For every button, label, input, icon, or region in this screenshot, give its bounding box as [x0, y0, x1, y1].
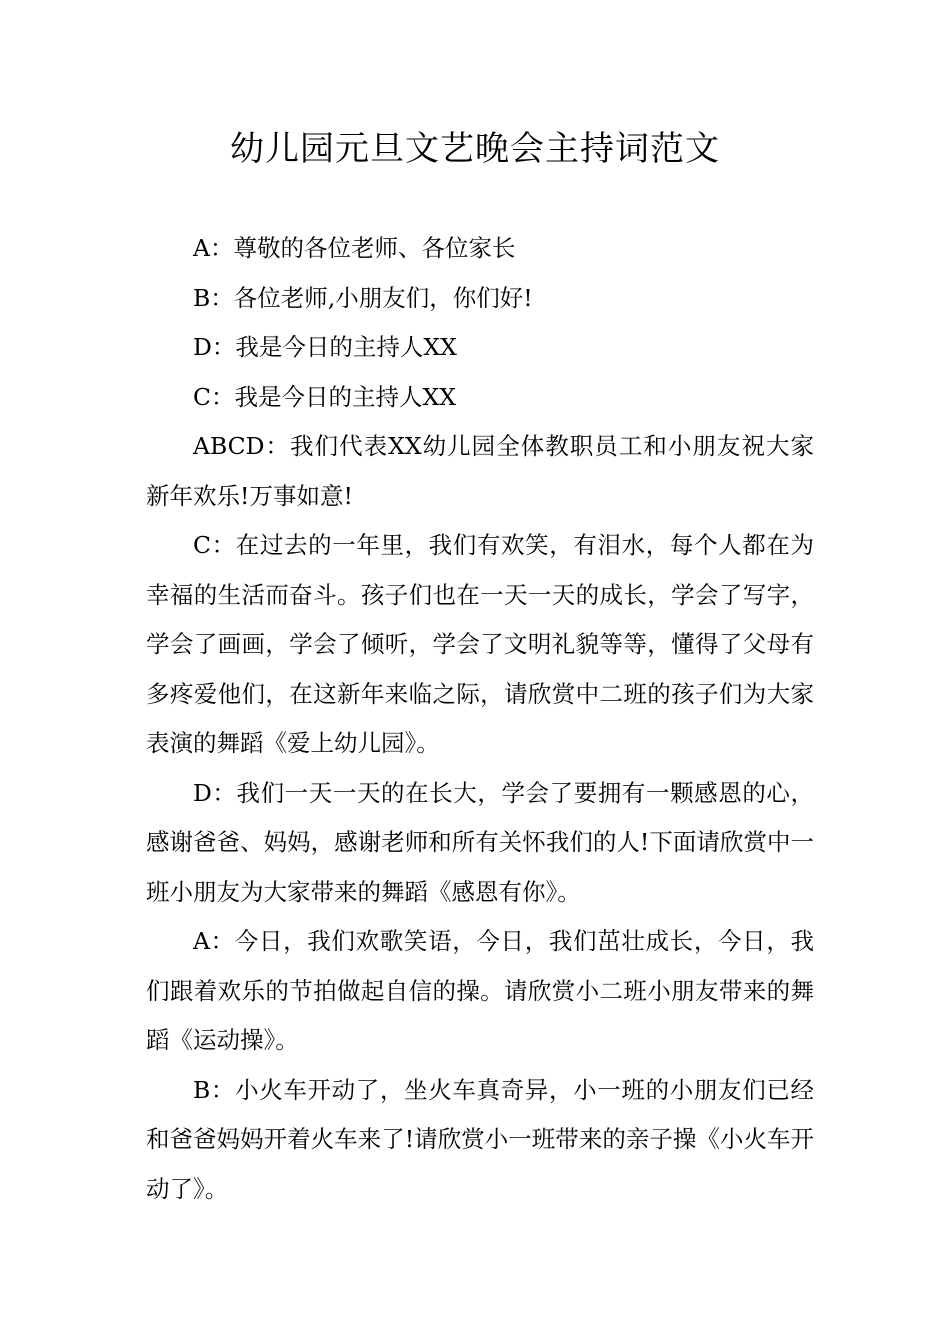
paragraph-new-year-wish: ABCD：我们代表XX幼儿园全体教职员工和小朋友祝大家新年欢乐!万事如意! [146, 432, 814, 510]
paragraph-greeting-b: B：各位老师,小朋友们，你们好! [193, 283, 533, 312]
paragraph-dance-intro-2: D：我们一天一天的在长大，学会了要拥有一颗感恩的心，感谢爸爸、妈妈，感谢老师和所有关怀我们的人!下面请欣赏中一班小朋友为大家带来的舞蹈《感恩有你》。 [146, 778, 814, 906]
document-title: 幼儿园元旦文艺晚会主持词范文 [230, 129, 720, 169]
paragraph-exercise-intro: B：小火车开动了，坐火车真奇异，小一班的小朋友们已经和爸爸妈妈开着火车来了!请欣赏小一班带来的亲子操《小火车开动了》。 [146, 1075, 814, 1203]
paragraph-greeting-a: A：尊敬的各位老师、各位家长 [193, 234, 516, 262]
paragraph-dance-intro-1: C：在过去的一年里，我们有欢笑，有泪水，每个人都在为幸福的生活而奋斗。孩子们也在一天一天的成长，学会了写字，学会了画画，学会了倾听，学会了文明礼貌等等，懂得了父母有多疼爱他们，在这新年来临之际，请欣赏中二班的孩子们为大家表演的舞蹈《爱上幼儿园》。 [146, 531, 814, 757]
paragraph-host-d: D：我是今日的主持人XX [193, 333, 457, 361]
paragraph-host-c: C：我是今日的主持人XX [193, 382, 456, 411]
document-body [146, 224, 814, 1214]
paragraph-dance-intro-3: A：今日，我们欢歌笑语，今日，我们茁壮成长，今日，我们跟着欢乐的节拍做起自信的操。请欣赏小二班小朋友带来的舞蹈《运动操》。 [146, 927, 814, 1054]
